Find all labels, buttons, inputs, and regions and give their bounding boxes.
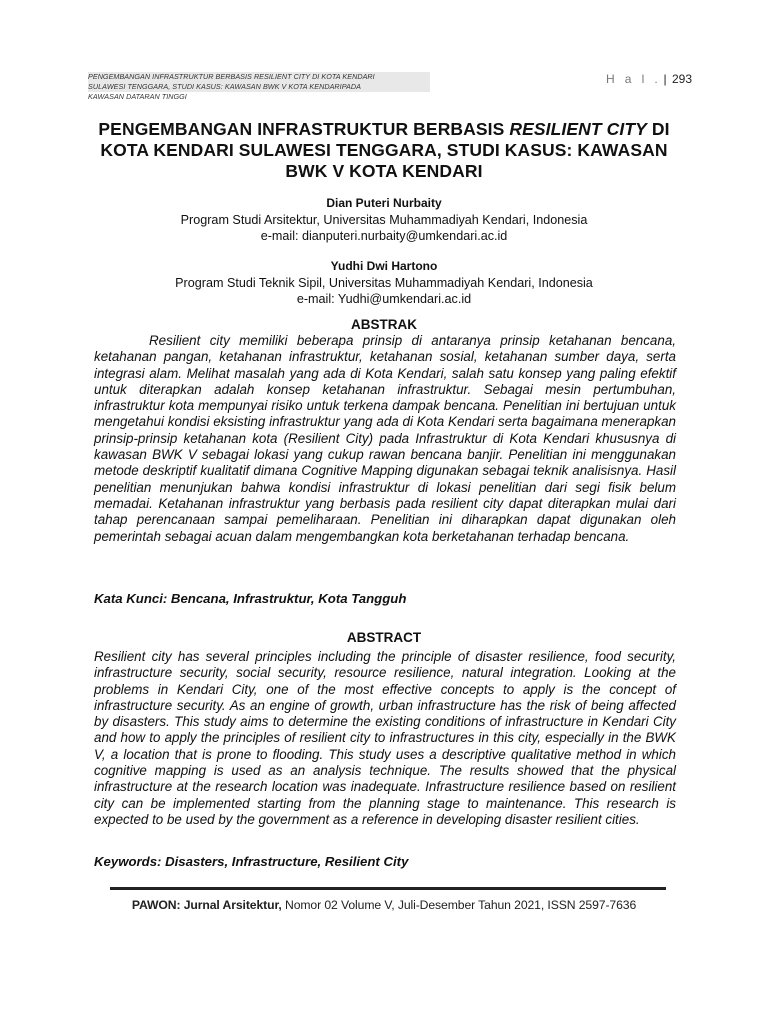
journal-footer: [94, 898, 674, 912]
author-affiliation: Program Studi Arsitektur, Universitas Muhammadiyah Kendari, Indonesia: [180, 212, 588, 227]
title-line-3: BWK V KOTA KENDARI: [285, 161, 483, 181]
abstract-heading: ABSTRACT: [346, 630, 422, 645]
title-line-2: KOTA KENDARI SULAWESI TENGGARA, STUDI KASUS: KAWASAN: [100, 140, 668, 160]
title-line-1-pre: PENGEMBANGAN INFRASTRUKTUR BERBASIS: [98, 119, 510, 139]
page-number: 293: [671, 72, 692, 86]
kata-kunci: Kata Kunci: Bencana, Infrastruktur, Kota Tangguh: [94, 591, 407, 606]
abstrak-text: Resilient city memiliki beberapa prinsip di antaranya prinsip ketahanan bencana, ketahanan pangan, ketahanan infrastruktur, ketahanan sosial, ketahanan sumber daya, serta integrasi alam. Melihat masalah yang ada di Kota Kendari, salah satu konsep yang paling efektif untuk diterapkan adalah konsep ketahanan infrastruktur. Sebagai mesin pertumbuhan, infrastruktur kota mempunyai risiko untuk terkena dampak bencana. Penelitian ini bertujuan untuk mengetahui kondisi eksisting infrastruktur yang ada di Kota Kendari serta bagaimana menerapkan prinsip-prinsip ketahanan kota (Resilient City) pada Infrastruktur di Kota Kendari khususnya di kawasan BWK V sebagai lokasi yang cukup rawan bencana banjir. Penelitian ini menggunakan metode deskriptif kualitatif dimana Cognitive Mapping digunakan sebagai teknik analisisnya. Hasil penelitian menunjukan bahwa kondisi infrastruktur di lokasi penelitian dari segi fisik belum memadai. Ketahanan infrastruktur yang berbasis pada resilient city dapat diterapkan mulai dari tahap perencanaan sampai pemeliharaan. Penelitian ini diharapkan dapat digunakan oleh pemerintah sebagai acuan dalam mengembangkan kota berketahanan terhadap bencana.: [94, 333, 676, 544]
author-block-1: [94, 195, 674, 245]
page-number-block: [606, 72, 692, 86]
abstrak-heading: ABSTRAK: [351, 317, 417, 332]
paper-title: [70, 119, 698, 182]
running-header-line-2: SULAWESI TENGGARA, STUDI KASUS: KAWASAN BWK V KOTA KENDARIPADA: [88, 82, 430, 92]
author-name: Dian Puteri Nurbaity: [326, 196, 442, 210]
running-header-line-1: PENGEMBANGAN INFRASTRUKTUR BERBASIS RESILIENT CITY DI KOTA KENDARI: [88, 72, 430, 82]
running-header-line-3: KAWASAN DATARAN TINGGI: [88, 92, 187, 101]
journal-details: Nomor 02 Volume V, Juli-Desember Tahun 2021, ISSN 2597-7636: [281, 898, 637, 912]
footer-rule: [110, 887, 666, 890]
author-affiliation: Program Studi Teknik Sipil, Universitas Muhammadiyah Kendari, Indonesia: [175, 275, 593, 290]
hal-separator: |: [663, 72, 667, 86]
author-block-2: [94, 258, 674, 308]
running-header: [88, 72, 430, 102]
author-email: e-mail: Yudhi@umkendari.ac.id: [296, 292, 472, 306]
title-line-1-italic: RESILIENT CITY: [509, 119, 647, 139]
author-name: Yudhi Dwi Hartono: [330, 259, 438, 273]
hal-label: H a l .: [606, 72, 662, 86]
title-line-1: [70, 119, 698, 140]
title-line-1-post: DI: [646, 119, 670, 139]
author-email: e-mail: dianputeri.nurbaity@umkendari.ac.id: [260, 229, 508, 243]
keywords: Keywords: Disasters, Infrastructure, Resilient City: [94, 854, 409, 869]
journal-name: PAWON: Jurnal Arsitektur,: [131, 898, 282, 912]
abstract-text: Resilient city has several principles including the principle of disaster resilience, food security, infrastructure security, social security, resource resilience, natural integration. Looking at the problems in Kendari City, one of the most effective concepts to apply is the concept of infrastructure security. As an engine of growth, urban infrastructure has the risk of being affected by disasters. This study aims to determine the existing conditions of infrastructure in Kendari City and how to apply the principles of resilient city to infrastructures in this city, especially in the BWK V, a location that is prone to flooding. This study uses a descriptive qualitative method in which cognitive mapping is used as an analysis technique. The results showed that the physical infrastructure at the research location was inadequate. Infrastructure resilience based on resilient city can be implemented starting from the planning stage to maintenance. This research is expected to be used by the government as a reference in developing disaster resilient cities.: [94, 649, 676, 827]
